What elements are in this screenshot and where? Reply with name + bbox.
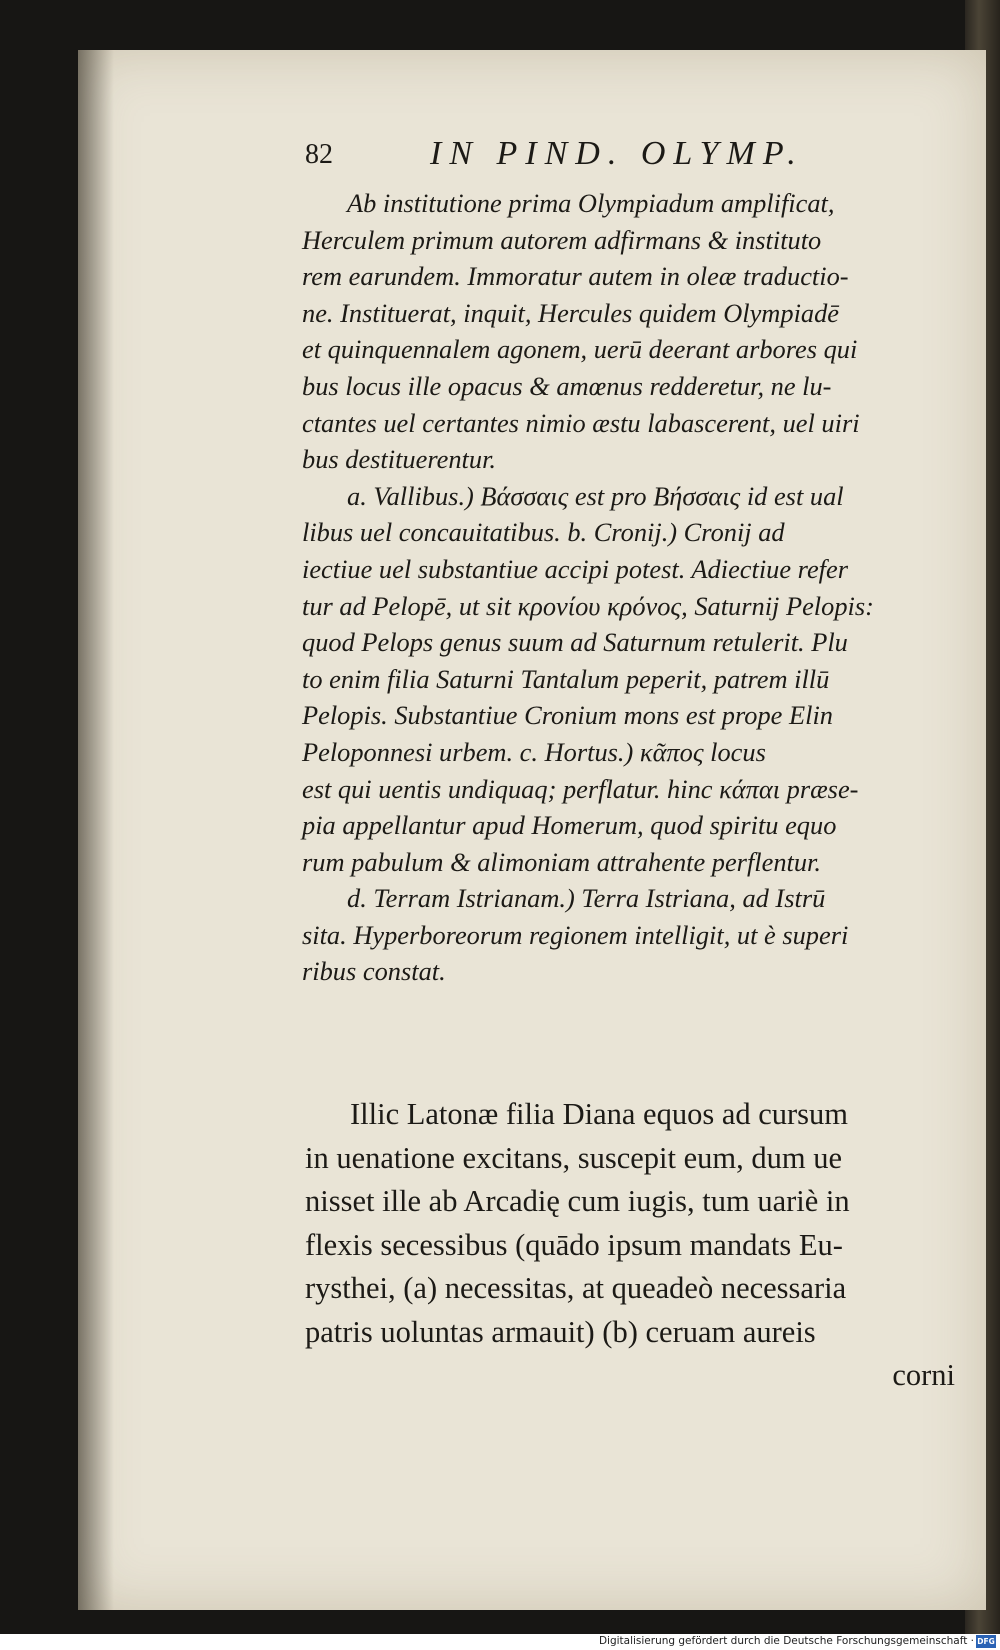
commentary-line: et quinquennalem agonem, uerū deerant arbores qui [302,334,858,365]
commentary-line: to enim filia Saturni Tantalum peperit, patrem illū [302,663,830,694]
commentary-line: Herculem primum autorem adfirmans & instituto [302,224,822,255]
commentary-line: quod Pelops genus suum ad Saturnum retulerit. Plu [302,627,848,658]
catchword: corni [892,1358,955,1392]
main-text-line: flexis secessibus (quādo ipsum mandats Eu- [305,1227,843,1262]
commentary-line: bus locus ille opacus & amœnus redderetur, ne lu- [302,370,832,401]
page-header [305,135,865,185]
commentary-line: rem earundem. Immoratur autem in oleæ traductio- [302,261,849,292]
commentary-line: ne. Instituerat, inquit, Hercules quidem Olympiadē [302,297,840,328]
commentary-line: rum pabulum & alimoniam attrahente perflentur. [302,846,821,877]
commentary-line: libus uel concauitatibus. b. Cronij.) Cronij ad [302,517,785,548]
main-text-line: patris uoluntas armauit) (b) ceruam aureis [305,1314,816,1349]
dfg-logo-icon: DFG [977,1637,995,1646]
commentary-line: ribus constat. [302,956,446,987]
commentary-line: sita. Hyperboreorum regionem intelligit, ut è superi [302,919,849,950]
commentary-block [302,185,952,990]
main-text-block [305,1093,955,1398]
running-head: IN PIND. OLYMP. [430,135,804,172]
page-number: 82 [305,139,333,170]
main-text-line: rysthei, (a) necessitas, at queadeò necessaria [305,1271,847,1305]
commentary-line: d. Terram Istrianam.) Terra Istriana, ad Istrū [347,883,826,914]
gutter-shadow [78,50,114,1610]
main-text-line: in uenatione excitans, suscepit eum, dum ue [305,1140,842,1175]
commentary-line: Pelopis. Substantiue Cronium mons est prope Elin [302,700,833,731]
commentary-line: Peloponnesi urbem. c. Hortus.) κᾶπος locus [302,736,766,767]
commentary-line: a. Vallibus.) Βάσσαις est pro Βήσσαις id est ual [347,480,844,511]
commentary-line: tur ad Pelopē, ut sit κρονίου κρόνος, Saturnij Pelopis: [302,590,874,621]
main-text-line: Illic Latonæ filia Diana equos ad cursum [350,1097,849,1131]
commentary-line: iectiue uel substantiue accipi potest. Adiectiue refer [302,553,848,584]
funding-credit: Digitalisierung gefördert durch die Deutsche Forschungsgemeinschaft · [598,1635,974,1647]
main-text-line: nisset ille ab Arcadię cum iugis, tum uariè in [305,1184,850,1218]
commentary-line: Ab institutione prima Olympiadum amplificat, [347,188,835,218]
commentary-line: est qui uentis undiquaq; perflatur. hinc κάπαι præse- [302,773,859,804]
commentary-line: ctantes uel certantes nimio æstu labascerent, uel uiri [302,407,860,438]
commentary-line: pia appellantur apud Homerum, quod spiritu equo [302,810,837,841]
commentary-line: bus destituerentur. [302,444,497,475]
